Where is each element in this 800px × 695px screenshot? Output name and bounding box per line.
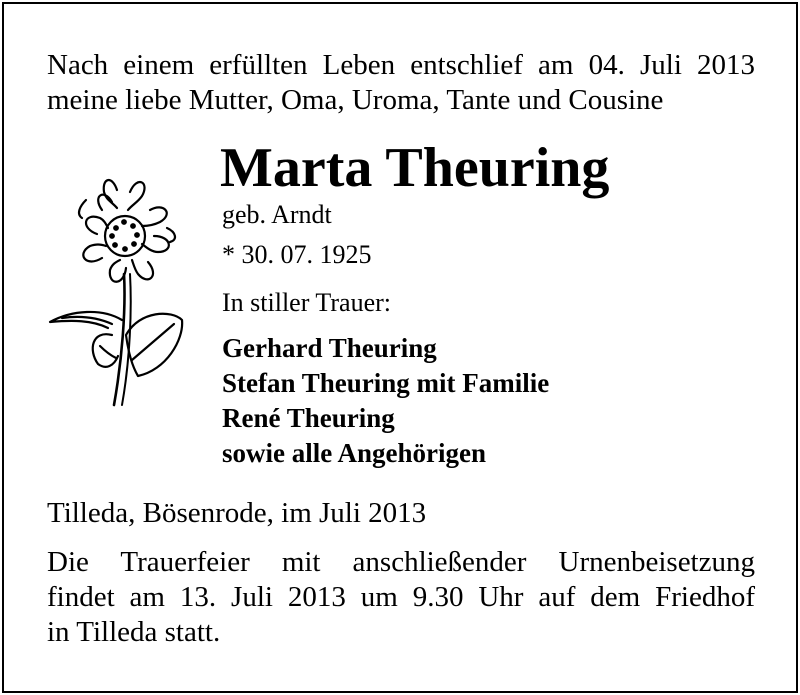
deceased-name: Marta Theuring [220,137,610,199]
mourner-name: sowie alle Angehörigen [222,438,486,468]
sunflower-icon [42,170,192,430]
mourner-name: René Theuring [222,403,395,433]
intro-line-1: Nach einem erfüllten Leben entschlief am 04. Juli 2013 [47,49,755,81]
intro-line-2: meine liebe Mutter, Oma, Uroma, Tante und Cousine [47,84,664,116]
mourners-list [222,331,549,471]
intro-text [47,48,755,118]
funeral-line-1: Die Trauerfeier mit anschließender Urnenbeisetzung [47,546,755,578]
mourner-name: Stefan Theuring mit Familie [222,368,550,398]
funeral-line-3: in Tilleda statt. [47,616,221,648]
funeral-info [47,545,755,650]
mourning-heading: In stiller Trauer: [222,288,391,317]
place-date: Tilleda, Bösenrode, im Juli 2013 [47,497,427,529]
born-name: geb. Arndt [222,200,332,229]
birth-date: * 30. 07. 1925 [222,240,372,269]
mourner-name: Gerhard Theuring [222,333,437,363]
funeral-line-2: findet am 13. Juli 2013 um 9.30 Uhr auf dem Friedhof [47,581,755,613]
